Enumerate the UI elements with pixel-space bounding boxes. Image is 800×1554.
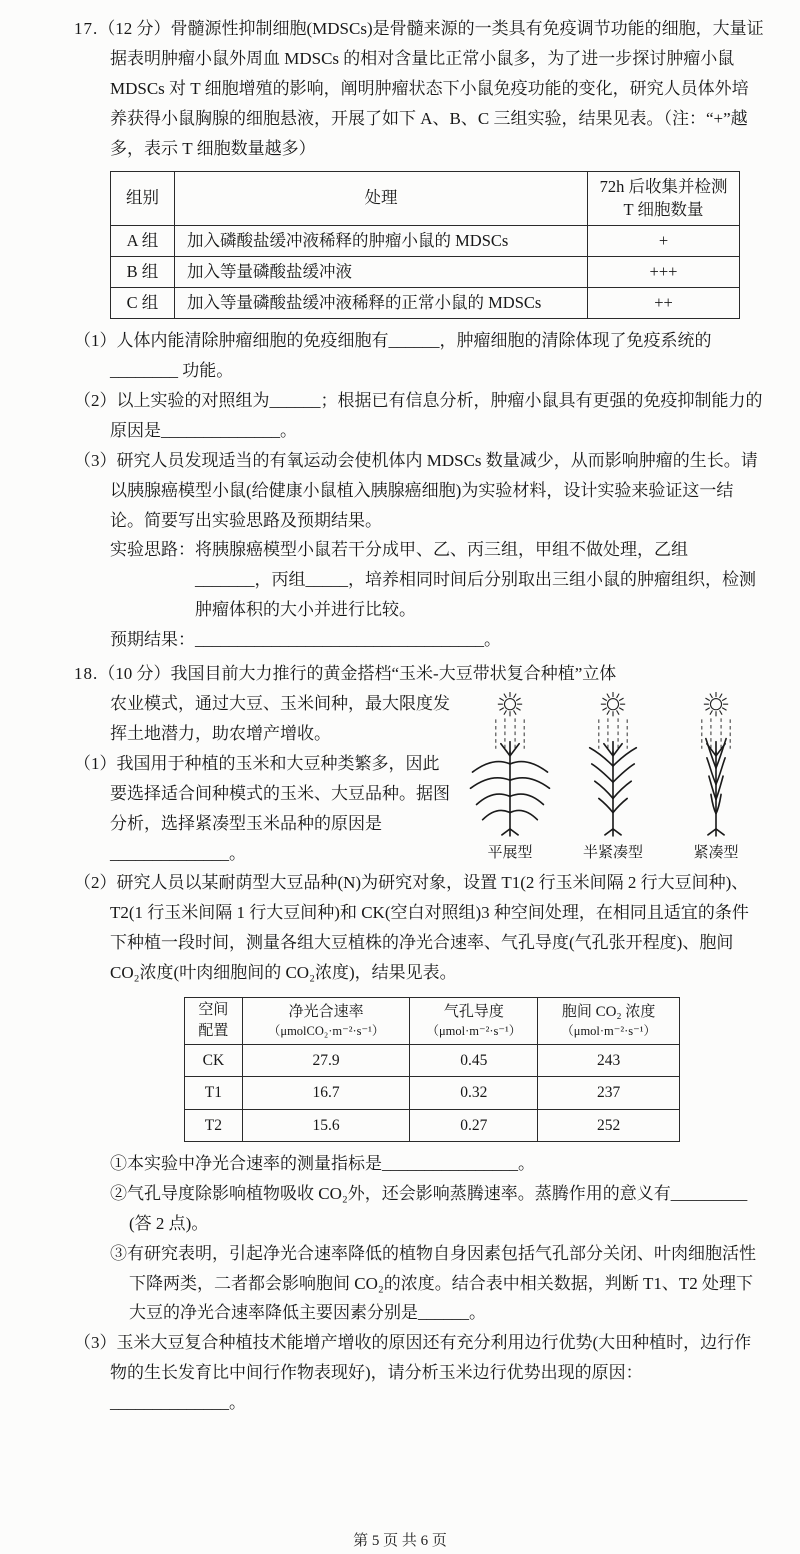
figure-label-compact: 紧凑型 <box>693 845 739 862</box>
q18-subitem-2 <box>110 1179 764 1239</box>
q18-subitem-3 <box>110 1239 764 1329</box>
question-18 <box>74 659 764 1418</box>
col-header-result: 72h 后收集并检测 T 细胞数量 <box>588 171 740 226</box>
q18-text-and-figure <box>74 689 764 868</box>
q18-results-table <box>184 997 680 1142</box>
cell-group: B 组 <box>111 257 175 288</box>
sun-icon <box>601 692 625 716</box>
expected-result-line <box>110 625 764 655</box>
expect-label: 预期结果： <box>110 630 195 650</box>
cell-result: + <box>588 226 740 257</box>
subitem-text: 本实验中净光合速率的测量指标是________________。 <box>127 1153 535 1173</box>
cell-ci: 243 <box>538 1045 680 1077</box>
table-row <box>111 288 740 319</box>
sun-icon <box>704 692 728 716</box>
q18-intro-text: （10 分）我国目前大力推行的黄金搭档“玉米-大豆带状复合种植”立体 <box>98 664 617 684</box>
table-row <box>185 1045 680 1077</box>
item-marker: （3） <box>74 450 117 470</box>
plant-icon <box>706 739 726 836</box>
table-row <box>185 1077 680 1109</box>
item-marker: （1） <box>74 753 117 773</box>
q17-item-2 <box>74 386 764 446</box>
figure-column-spread <box>462 691 558 863</box>
table-row <box>111 226 740 257</box>
cell-config: CK <box>185 1045 243 1077</box>
corn-plant-spread-icon <box>464 691 556 841</box>
q18-item-2 <box>74 868 764 988</box>
q17-experiment-plan <box>74 535 764 655</box>
cell-treatment: 加入等量磷酸盐缓冲液 <box>175 257 588 288</box>
cell-pn: 15.6 <box>242 1109 410 1141</box>
expect-text: __________________________________。 <box>195 630 501 650</box>
cell-pn: 27.9 <box>242 1045 410 1077</box>
col-header-config: 空间 配置 <box>185 998 243 1045</box>
cell-ci: 252 <box>538 1109 680 1141</box>
q18-intro-line1 <box>74 659 764 689</box>
plant-icon <box>470 742 549 836</box>
page-footer: 第 5 页 共 6 页 <box>353 1532 447 1549</box>
q17-intro <box>74 14 764 164</box>
subitem-marker: ③ <box>110 1243 127 1263</box>
q17-item-1 <box>74 326 764 386</box>
table-row <box>111 257 740 288</box>
q18-intro-rest: 农业模式，通过大豆、玉米间种，最大限度发挥土地潜力，助农增产增收。 <box>110 694 450 743</box>
q17-number: 17. <box>74 19 99 38</box>
figure-label-spread: 平展型 <box>487 845 533 862</box>
item-marker: （3） <box>74 1333 117 1353</box>
col-header-treatment: 处理 <box>175 171 588 226</box>
corn-plant-compact-icon <box>670 691 762 841</box>
item-text: 以上实验的对照组为______；根据已有信息分析，肿瘤小鼠具有更强的免疫抑制能力的原因是______________。 <box>110 390 763 440</box>
subitem-text: 气孔导度除影响植物吸收 CO₂外，还会影响蒸腾速率。蒸腾作用的意义有_________ (答 2 点)。 <box>127 1183 748 1233</box>
item-marker: （2） <box>74 873 117 893</box>
item-text: 人体内能清除肿瘤细胞的免疫细胞有______，肿瘤细胞的清除体现了免疫系统的________ 功能。 <box>110 331 712 381</box>
subitem-marker: ② <box>110 1183 127 1203</box>
plan-text: 将胰腺癌模型小鼠若干分成甲、乙、丙三组，甲组不做处理，乙组_______，丙组_____，培养相同时间后分别取出三组小鼠的肿瘤组织，检测肿瘤体积的大小并进行比较。 <box>195 540 756 620</box>
corn-plant-semi-compact-icon <box>567 691 659 841</box>
sun-icon <box>498 692 522 716</box>
cell-gs: 0.32 <box>410 1077 538 1109</box>
col-header-co2: 胞间 CO₂ 浓度 （μmol·m⁻²·s⁻¹） <box>538 998 680 1045</box>
item-text: 研究人员发现适当的有氧运动会使机体内 MDSCs 数量减少，从而影响肿瘤的生长。请以胰腺癌模型小鼠(给健康小鼠植入胰腺癌细胞)为实验材料，设计实验来验证这一结论。简要写出实验思路及预期结果。 <box>110 450 758 530</box>
cell-gs: 0.27 <box>410 1109 538 1141</box>
cell-treatment: 加入磷酸盐缓冲液稀释的肿瘤小鼠的 MDSCs <box>175 226 588 257</box>
q17-item-3 <box>74 446 764 536</box>
cell-ci: 237 <box>538 1077 680 1109</box>
item-text: 玉米大豆复合种植技术能增产增收的原因还有充分利用边行优势(大田种植时，边行作物的生长发育比中间行作物表现好)，请分析玉米边行优势出现的原因：______________。 <box>110 1333 752 1413</box>
item-text: 我国用于种植的玉米和大豆种类繁多，因此要选择适合间种模式的玉米、大豆品种。据图分析，选择紧凑型玉米品种的原因是______________。 <box>110 753 450 863</box>
q17-results-table <box>110 171 740 320</box>
col-header-stomatal: 气孔导度 （μmol·m⁻²·s⁻¹） <box>410 998 538 1045</box>
cell-group: C 组 <box>111 288 175 319</box>
figure-column-compact <box>668 691 764 863</box>
corn-types-figure <box>462 691 764 863</box>
table-header-row <box>185 998 680 1045</box>
q18-subitems <box>74 1149 764 1328</box>
subitem-marker: ① <box>110 1153 127 1173</box>
experiment-plan-line <box>110 535 764 625</box>
figure-column-semi-compact <box>565 691 661 863</box>
cell-group: A 组 <box>111 226 175 257</box>
item-text: 研究人员以某耐荫型大豆品种(N)为研究对象，设置 T1(2 行玉米间隔 2 行大豆间种)、T2(1 行玉米间隔 1 行大豆间种)和 CK(空白对照组)3 种空间处理，在相同且适宜的条件下种植一段时间，测量各组大豆植株的净光合速率、气孔导度(气孔张开程度)、胞间 CO₂浓度(叶肉细胞间的 CO₂浓度)，结果见表。 <box>110 873 749 983</box>
q18-subitem-1 <box>110 1149 764 1179</box>
cell-config: T1 <box>185 1077 243 1109</box>
q17-intro-text: （12 分）骨髓源性抑制细胞(MDSCs)是骨髓来源的一类具有免疫调节功能的细胞，大量证据表明肿瘤小鼠外周血 MDSCs 的相对含量比正常小鼠多，为了进一步探讨肿瘤小鼠 MDSCs 对 T 细胞增殖的影响，阐明肿瘤状态下小鼠免疫功能的变化，研究人员体外培养获得小鼠胸腺的细胞悬液，开展了如下 A、B、C 三组实验，结果见表。（注：“+”越多，表示 T 细胞数量越多） <box>98 19 764 158</box>
col-header-photosynthesis: 净光合速率 （μmolCO₂·m⁻²·s⁻¹） <box>242 998 410 1045</box>
cell-result: ++ <box>588 288 740 319</box>
cell-result: +++ <box>588 257 740 288</box>
subitem-text: 有研究表明，引起净光合速率降低的植物自身因素包括气孔部分关闭、叶肉细胞活性下降两类，二者都会影响胞间 CO₂的浓度。结合表中相关数据，判断 T1、T2 处理下大豆的净光合速率降低主要因素分别是______。 <box>127 1243 756 1323</box>
table-row <box>185 1109 680 1141</box>
cell-config: T2 <box>185 1109 243 1141</box>
cell-treatment: 加入等量磷酸盐缓冲液稀释的正常小鼠的 MDSCs <box>175 288 588 319</box>
col-header-group: 组别 <box>111 171 175 226</box>
cell-pn: 16.7 <box>242 1077 410 1109</box>
question-17 <box>74 14 764 655</box>
cell-gs: 0.45 <box>410 1045 538 1077</box>
plant-icon <box>590 742 637 836</box>
item-marker: （2） <box>74 390 117 410</box>
item-marker: （1） <box>74 331 117 351</box>
q18-item-3 <box>74 1328 764 1418</box>
table-header-row <box>111 171 740 226</box>
plan-label: 实验思路： <box>110 540 195 560</box>
figure-label-semi-compact: 半紧凑型 <box>582 845 643 862</box>
q18-number: 18. <box>74 664 99 684</box>
